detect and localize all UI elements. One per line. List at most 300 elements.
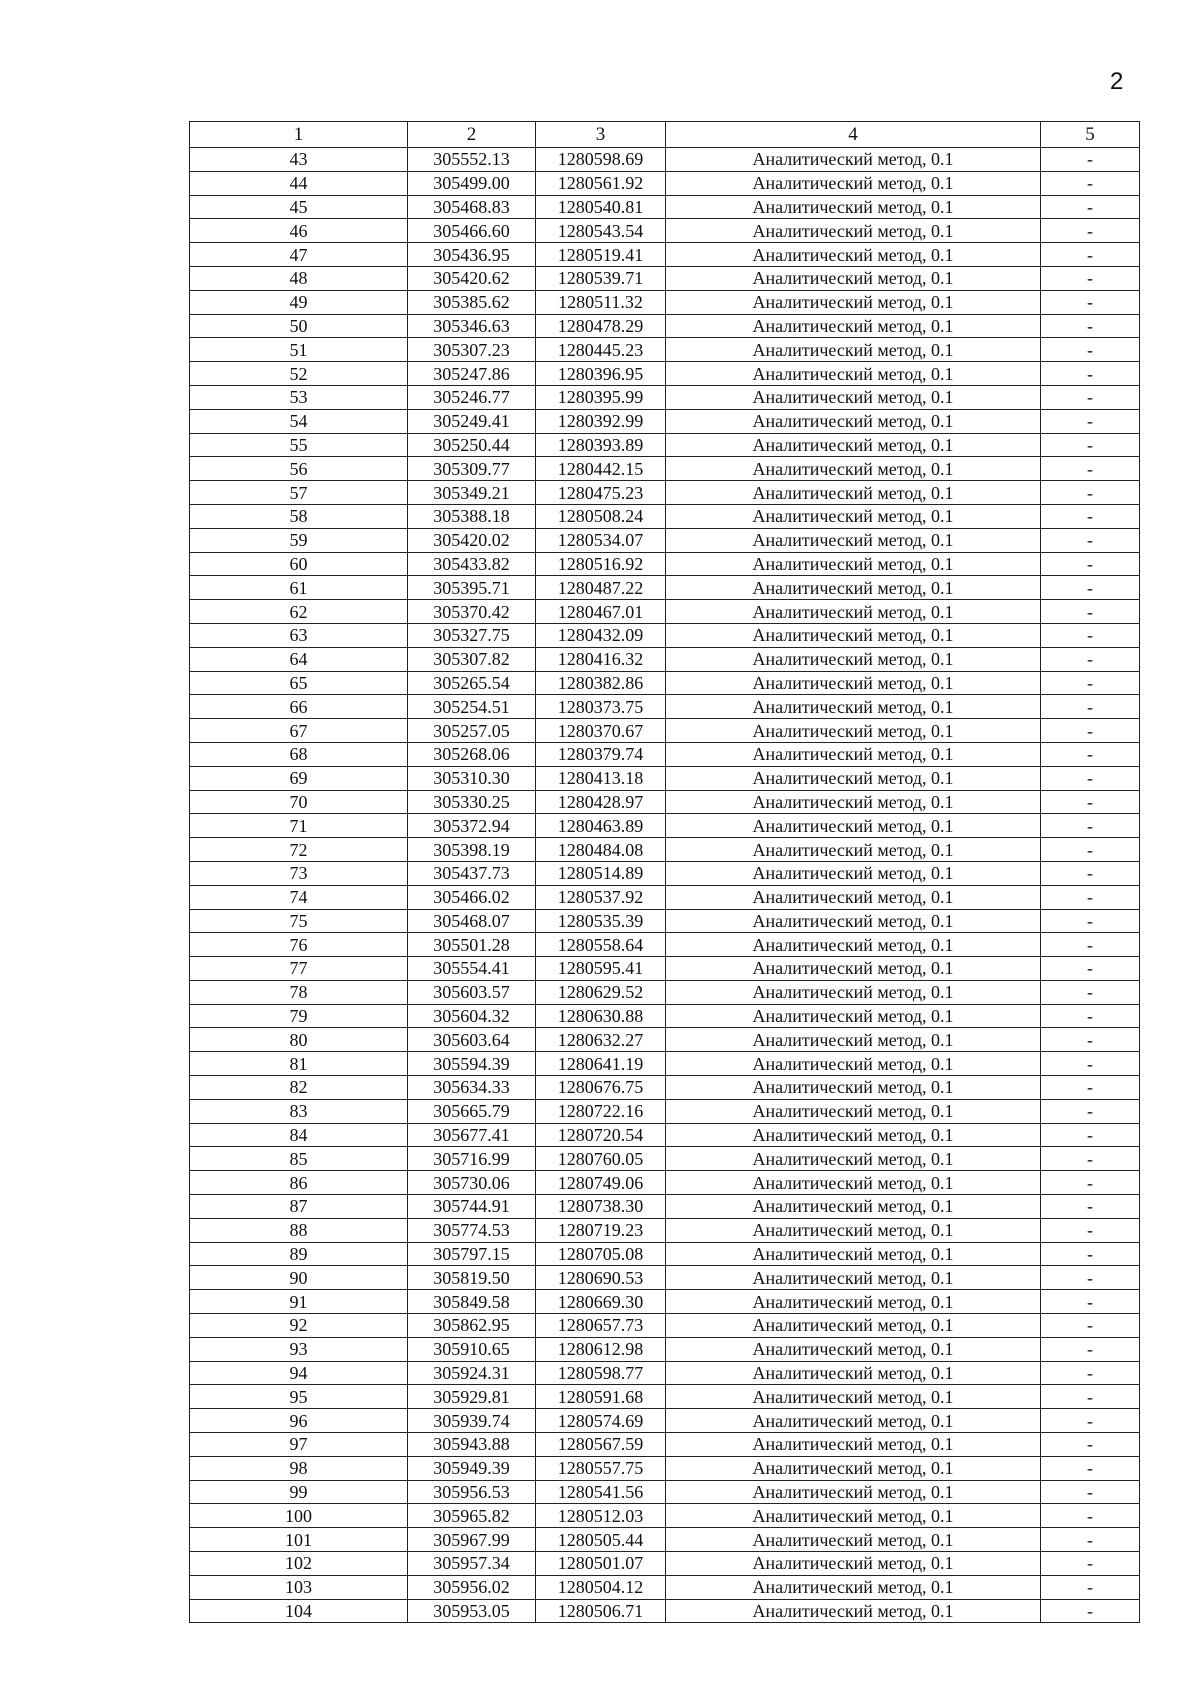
table-cell: 1280504.12 [536,1575,666,1599]
table-cell: 78 [190,980,408,1004]
table-cell: Аналитический метод, 0.1 [666,1504,1041,1528]
table-cell: 81 [190,1052,408,1076]
table-cell: - [1041,600,1140,624]
table-cell: Аналитический метод, 0.1 [666,1599,1041,1623]
table-cell: 305939.74 [408,1409,536,1433]
table-cell: 1280612.98 [536,1337,666,1361]
table-cell: 305603.64 [408,1028,536,1052]
table-cell: Аналитический метод, 0.1 [666,195,1041,219]
table-cell: - [1041,457,1140,481]
table-cell: 305250.44 [408,433,536,457]
table-cell: 1280416.32 [536,647,666,671]
table-cell: 305307.23 [408,338,536,362]
table-cell: 49 [190,290,408,314]
table-cell: 1280537.92 [536,885,666,909]
table-cell: 305468.83 [408,195,536,219]
table-cell: 1280478.29 [536,314,666,338]
table-cell: 53 [190,385,408,409]
table-cell: Аналитический метод, 0.1 [666,1218,1041,1242]
table-cell: 305924.31 [408,1361,536,1385]
table-cell: Аналитический метод, 0.1 [666,243,1041,267]
table-cell: 1280516.92 [536,552,666,576]
table-cell: 305349.21 [408,481,536,505]
table-cell: Аналитический метод, 0.1 [666,1052,1041,1076]
table-cell: 88 [190,1218,408,1242]
table-cell: 1280598.77 [536,1361,666,1385]
table-cell: 305268.06 [408,742,536,766]
table-cell: 305501.28 [408,933,536,957]
table-cell: - [1041,1456,1140,1480]
table-row [190,266,1140,290]
table-cell: Аналитический метод, 0.1 [666,790,1041,814]
table-cell: 1280445.23 [536,338,666,362]
table-cell: 45 [190,195,408,219]
table-cell: Аналитический метод, 0.1 [666,1528,1041,1552]
table-cell: 305346.63 [408,314,536,338]
table-cell: 305420.02 [408,528,536,552]
table-row [190,1218,1140,1242]
table-cell: 305604.32 [408,1004,536,1028]
table-row [190,552,1140,576]
table-cell: 1280373.75 [536,695,666,719]
table-cell: Аналитический метод, 0.1 [666,457,1041,481]
table-cell: 62 [190,600,408,624]
table-row [190,1052,1140,1076]
table-cell: - [1041,1123,1140,1147]
table-cell: - [1041,243,1140,267]
table-cell: Аналитический метод, 0.1 [666,1004,1041,1028]
table-cell: 305594.39 [408,1052,536,1076]
table-cell: Аналитический метод, 0.1 [666,1385,1041,1409]
table-cell: 1280591.68 [536,1385,666,1409]
table-cell: 305372.94 [408,814,536,838]
table-row [190,957,1140,981]
table-cell: - [1041,1242,1140,1266]
table-cell: Аналитический метод, 0.1 [666,1028,1041,1052]
table-row [190,314,1140,338]
table-cell: 305330.25 [408,790,536,814]
table-cell: - [1041,1552,1140,1576]
table-cell: Аналитический метод, 0.1 [666,695,1041,719]
table-row [190,885,1140,909]
table-cell: 305552.13 [408,148,536,172]
table-cell: 305953.05 [408,1599,536,1623]
table-cell: 305436.95 [408,243,536,267]
table-cell: - [1041,1076,1140,1100]
table-cell: 80 [190,1028,408,1052]
table-row [190,457,1140,481]
table-cell: 1280595.41 [536,957,666,981]
table-cell: - [1041,980,1140,1004]
table-row [190,433,1140,457]
table-cell: 83 [190,1099,408,1123]
table-cell: 305499.00 [408,171,536,195]
table-cell: Аналитический метод, 0.1 [666,504,1041,528]
table-cell: - [1041,338,1140,362]
table-cell: - [1041,1099,1140,1123]
table-cell: - [1041,1528,1140,1552]
table-cell: 99 [190,1480,408,1504]
table-cell: 1280395.99 [536,385,666,409]
table-cell: - [1041,1575,1140,1599]
table-cell: 51 [190,338,408,362]
table-cell: Аналитический метод, 0.1 [666,623,1041,647]
table-cell: 305965.82 [408,1504,536,1528]
table-row [190,1171,1140,1195]
table-cell: 67 [190,719,408,743]
table-cell: 1280428.97 [536,790,666,814]
table-cell: 97 [190,1433,408,1457]
table-cell: 1280690.53 [536,1266,666,1290]
table-cell: Аналитический метод, 0.1 [666,1123,1041,1147]
table-cell: 57 [190,481,408,505]
table-cell: Аналитический метод, 0.1 [666,1076,1041,1100]
table-cell: 1280676.75 [536,1076,666,1100]
table-row [190,1385,1140,1409]
table-cell: 1280669.30 [536,1290,666,1314]
table-cell: - [1041,1052,1140,1076]
table-row [190,647,1140,671]
table-cell: Аналитический метод, 0.1 [666,933,1041,957]
table-cell: - [1041,933,1140,957]
table-cell: 91 [190,1290,408,1314]
table-cell: - [1041,1004,1140,1028]
table-cell: 46 [190,219,408,243]
table-cell: Аналитический метод, 0.1 [666,957,1041,981]
table-cell: 60 [190,552,408,576]
table-cell: 305929.81 [408,1385,536,1409]
table-cell: 52 [190,362,408,386]
table-cell: - [1041,742,1140,766]
table-cell: - [1041,1290,1140,1314]
table-cell: 104 [190,1599,408,1623]
table-cell: 1280487.22 [536,576,666,600]
table-cell: 305420.62 [408,266,536,290]
table-cell: 92 [190,1314,408,1338]
table-cell: 1280632.27 [536,1028,666,1052]
table-cell: 95 [190,1385,408,1409]
table-row [190,1314,1140,1338]
table-cell: Аналитический метод, 0.1 [666,861,1041,885]
table-row [190,1123,1140,1147]
table-cell: 1280557.75 [536,1456,666,1480]
table-cell: 93 [190,1337,408,1361]
table-cell: - [1041,481,1140,505]
table-cell: - [1041,1171,1140,1195]
table-cell: Аналитический метод, 0.1 [666,1266,1041,1290]
table-cell: - [1041,1504,1140,1528]
table-cell: - [1041,1147,1140,1171]
column-header: 4 [666,122,1041,148]
table-cell: Аналитический метод, 0.1 [666,1242,1041,1266]
table-cell: 305957.34 [408,1552,536,1576]
table-row [190,1266,1140,1290]
table-cell: 305744.91 [408,1195,536,1219]
table-cell: 79 [190,1004,408,1028]
table-row [190,814,1140,838]
table-cell: 1280657.73 [536,1314,666,1338]
table-cell: - [1041,790,1140,814]
table-row [190,1337,1140,1361]
table-cell: 1280539.71 [536,266,666,290]
table-cell: 305967.99 [408,1528,536,1552]
table-cell: - [1041,814,1140,838]
table-row [190,1004,1140,1028]
table-cell: 100 [190,1504,408,1528]
table-cell: 1280467.01 [536,600,666,624]
table-cell: - [1041,1028,1140,1052]
table-cell: Аналитический метод, 0.1 [666,552,1041,576]
table-cell: 305309.77 [408,457,536,481]
table-cell: 305385.62 [408,290,536,314]
table-cell: 305603.57 [408,980,536,1004]
table-cell: 73 [190,861,408,885]
table-cell: Аналитический метод, 0.1 [666,409,1041,433]
table-cell: - [1041,266,1140,290]
table-cell: 1280641.19 [536,1052,666,1076]
table-cell: Аналитический метод, 0.1 [666,885,1041,909]
table-cell: Аналитический метод, 0.1 [666,838,1041,862]
table-cell: Аналитический метод, 0.1 [666,1456,1041,1480]
table-cell: 86 [190,1171,408,1195]
table-cell: Аналитический метод, 0.1 [666,647,1041,671]
table-cell: 1280540.81 [536,195,666,219]
table-cell: 1280505.44 [536,1528,666,1552]
table-cell: - [1041,171,1140,195]
table-cell: 305466.60 [408,219,536,243]
table-cell: 305307.82 [408,647,536,671]
table-cell: - [1041,576,1140,600]
table-row [190,623,1140,647]
table-row [190,504,1140,528]
table-cell: Аналитический метод, 0.1 [666,1195,1041,1219]
table-cell: 1280561.92 [536,171,666,195]
table-row [190,719,1140,743]
table-cell: 47 [190,243,408,267]
table-cell: - [1041,219,1140,243]
table-cell: Аналитический метод, 0.1 [666,362,1041,386]
table-row [190,1290,1140,1314]
table-cell: - [1041,433,1140,457]
table-row [190,1504,1140,1528]
table-cell: 305910.65 [408,1337,536,1361]
table-cell: - [1041,409,1140,433]
table-row [190,861,1140,885]
table-cell: 305265.54 [408,671,536,695]
table-cell: 64 [190,647,408,671]
table-cell: 305819.50 [408,1266,536,1290]
table-cell: 1280396.95 [536,362,666,386]
table-cell: 1280392.99 [536,409,666,433]
table-row [190,790,1140,814]
table-row [190,1099,1140,1123]
table-row [190,1409,1140,1433]
table-cell: 1280541.56 [536,1480,666,1504]
table-row [190,148,1140,172]
table-cell: 43 [190,148,408,172]
table-cell: Аналитический метод, 0.1 [666,1480,1041,1504]
table-cell: 305956.02 [408,1575,536,1599]
table-cell: - [1041,1599,1140,1623]
table-row [190,1147,1140,1171]
table-cell: Аналитический метод, 0.1 [666,1433,1041,1457]
table-cell: 85 [190,1147,408,1171]
table-cell: Аналитический метод, 0.1 [666,171,1041,195]
table-cell: 72 [190,838,408,862]
table-row [190,362,1140,386]
table-cell: 1280567.59 [536,1433,666,1457]
table-cell: Аналитический метод, 0.1 [666,671,1041,695]
table-row [190,909,1140,933]
table-cell: 1280463.89 [536,814,666,838]
table-row [190,1528,1140,1552]
column-header: 3 [536,122,666,148]
table-cell: 305677.41 [408,1123,536,1147]
table-cell: - [1041,719,1140,743]
table-cell: 305774.53 [408,1218,536,1242]
table-cell: - [1041,1218,1140,1242]
table-cell: 305246.77 [408,385,536,409]
table-cell: Аналитический метод, 0.1 [666,814,1041,838]
table-cell: 61 [190,576,408,600]
table-cell: Аналитический метод, 0.1 [666,1171,1041,1195]
table-row [190,1552,1140,1576]
table-cell: 87 [190,1195,408,1219]
table-cell: - [1041,861,1140,885]
table-cell: Аналитический метод, 0.1 [666,266,1041,290]
table-cell: - [1041,838,1140,862]
table-cell: 1280512.03 [536,1504,666,1528]
table-cell: 1280543.54 [536,219,666,243]
table-cell: Аналитический метод, 0.1 [666,385,1041,409]
table-cell: Аналитический метод, 0.1 [666,1147,1041,1171]
table-cell: 1280760.05 [536,1147,666,1171]
table-cell: - [1041,671,1140,695]
table-cell: - [1041,885,1140,909]
table-row [190,1361,1140,1385]
table-cell: 1280442.15 [536,457,666,481]
table-cell: 1280534.07 [536,528,666,552]
table-cell: Аналитический метод, 0.1 [666,338,1041,362]
table-cell: 1280598.69 [536,148,666,172]
table-cell: 305395.71 [408,576,536,600]
table-header-row [190,122,1140,148]
table-cell: 1280484.08 [536,838,666,862]
table-cell: 1280705.08 [536,1242,666,1266]
table-cell: - [1041,1195,1140,1219]
table-cell: 305862.95 [408,1314,536,1338]
table-cell: 1280382.86 [536,671,666,695]
table-cell: 63 [190,623,408,647]
table-cell: 305370.42 [408,600,536,624]
table-cell: 305257.05 [408,719,536,743]
table-cell: 1280506.71 [536,1599,666,1623]
table-row [190,1195,1140,1219]
table-cell: Аналитический метод, 0.1 [666,481,1041,505]
table-row [190,195,1140,219]
table-cell: 1280370.67 [536,719,666,743]
table-cell: 305849.58 [408,1290,536,1314]
table-cell: - [1041,1433,1140,1457]
table-cell: 305716.99 [408,1147,536,1171]
table-cell: 305797.15 [408,1242,536,1266]
table-cell: 1280393.89 [536,433,666,457]
table-cell: 305249.41 [408,409,536,433]
table-row [190,671,1140,695]
table-cell: Аналитический метод, 0.1 [666,528,1041,552]
table-row [190,219,1140,243]
table-cell: 1280719.23 [536,1218,666,1242]
table-cell: - [1041,957,1140,981]
page-number: 2 [1110,68,1124,95]
table-cell: - [1041,1266,1140,1290]
table-cell: - [1041,195,1140,219]
table-cell: 305433.82 [408,552,536,576]
table-cell: 1280749.06 [536,1171,666,1195]
table-cell: 1280413.18 [536,766,666,790]
table-cell: 1280720.54 [536,1123,666,1147]
table-cell: 305388.18 [408,504,536,528]
table-cell: 69 [190,766,408,790]
table-cell: 76 [190,933,408,957]
table-row [190,409,1140,433]
table-row [190,481,1140,505]
table-cell: - [1041,552,1140,576]
table-cell: 1280475.23 [536,481,666,505]
table-cell: - [1041,1385,1140,1409]
table-cell: - [1041,623,1140,647]
table-row [190,933,1140,957]
table-cell: - [1041,290,1140,314]
table-cell: 70 [190,790,408,814]
table-row [190,243,1140,267]
table-cell: 48 [190,266,408,290]
table-body [190,148,1140,1623]
table-cell: 305554.41 [408,957,536,981]
table-cell: - [1041,909,1140,933]
table-cell: 305949.39 [408,1456,536,1480]
table-row [190,1575,1140,1599]
table-cell: 1280511.32 [536,290,666,314]
table-cell: 50 [190,314,408,338]
table-cell: 82 [190,1076,408,1100]
table-cell: 94 [190,1361,408,1385]
table-cell: 68 [190,742,408,766]
table-cell: Аналитический метод, 0.1 [666,148,1041,172]
table-row [190,576,1140,600]
table-cell: 305466.02 [408,885,536,909]
table-row [190,171,1140,195]
table-cell: 1280722.16 [536,1099,666,1123]
coordinates-table [189,121,1140,1623]
table-cell: 1280738.30 [536,1195,666,1219]
table-cell: 98 [190,1456,408,1480]
table-cell: 305634.33 [408,1076,536,1100]
table-cell: 65 [190,671,408,695]
table-cell: 1280630.88 [536,1004,666,1028]
table-cell: 1280574.69 [536,1409,666,1433]
table-cell: Аналитический метод, 0.1 [666,766,1041,790]
table-cell: Аналитический метод, 0.1 [666,742,1041,766]
table-cell: Аналитический метод, 0.1 [666,1361,1041,1385]
table-cell: - [1041,314,1140,338]
table-cell: 305398.19 [408,838,536,862]
table-cell: 305327.75 [408,623,536,647]
table-row [190,980,1140,1004]
table-cell: - [1041,362,1140,386]
table-cell: 75 [190,909,408,933]
table-cell: 305943.88 [408,1433,536,1457]
